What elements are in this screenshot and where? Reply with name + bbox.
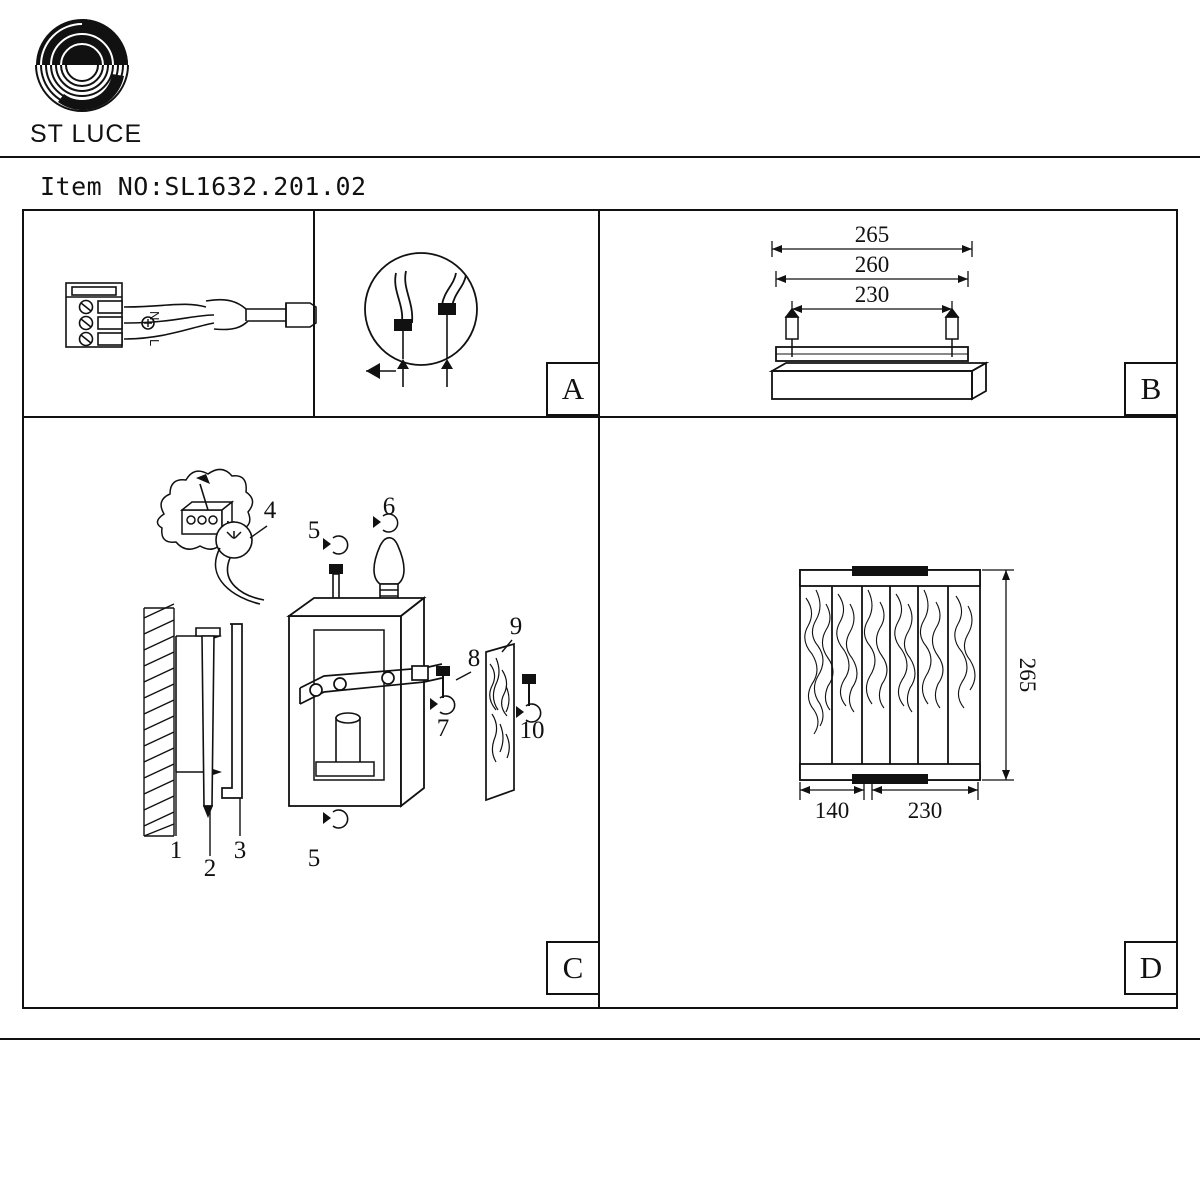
dimension-height xyxy=(982,570,1014,780)
dimension-height-label: 265 xyxy=(1015,657,1040,693)
part-label-1: 1 xyxy=(169,837,183,864)
panel-badge-d: D xyxy=(1124,941,1178,995)
part-crystal-panel xyxy=(486,644,514,800)
product-front-view xyxy=(800,566,980,784)
exploded-assembly-panel xyxy=(24,418,598,1008)
part-screw-5-top xyxy=(323,536,348,606)
spiral-s-logo-icon xyxy=(28,16,136,114)
part-label-3: 3 xyxy=(233,837,247,864)
part-wall-bracket xyxy=(222,624,242,798)
part-screw-7 xyxy=(430,666,455,714)
panel-badge-a: A xyxy=(546,362,600,416)
part-label-10: 10 xyxy=(519,717,545,744)
dimension-width-label: 230 xyxy=(907,798,943,823)
part-label-4: 4 xyxy=(263,497,277,524)
item-number: Item NO:SL1632.201.02 xyxy=(40,172,367,201)
wiring-terminal-panel xyxy=(24,211,598,416)
part-label-7: 7 xyxy=(436,715,450,742)
part-screw-10 xyxy=(516,674,541,722)
part-label-6: 6 xyxy=(382,493,396,520)
terminal-marks xyxy=(142,311,162,346)
wire-connection-detail xyxy=(365,253,477,387)
part-label-8: 8 xyxy=(467,645,481,672)
panel-badge-c: C xyxy=(546,941,600,995)
dimension-260-label: 260 xyxy=(854,252,890,277)
brand-logo xyxy=(22,16,202,146)
bottom-rule xyxy=(0,1038,1200,1040)
header xyxy=(0,0,1200,158)
dimension-230-label: 230 xyxy=(854,282,890,307)
part-label-9: 9 xyxy=(509,613,523,640)
wall-hatch xyxy=(144,604,174,836)
part-label-2: 2 xyxy=(203,855,217,882)
svg-text:N: N xyxy=(147,311,162,321)
panel-badge-b: B xyxy=(1124,362,1178,416)
part-label-5-bottom: 5 xyxy=(307,845,321,872)
svg-text:L: L xyxy=(147,339,162,347)
dimension-depth-label: 140 xyxy=(814,798,850,823)
part-connector xyxy=(216,522,264,604)
dimension-265-label: 265 xyxy=(854,222,890,247)
terminal-block-icon xyxy=(66,283,122,347)
part-label-5-top: 5 xyxy=(307,517,321,544)
mounting-bracket-icon xyxy=(772,309,986,399)
part-dowel xyxy=(176,632,222,776)
mounting-bracket-dimensions-panel xyxy=(600,211,1176,416)
part-main-body xyxy=(289,598,424,806)
part-screw xyxy=(196,628,220,816)
brand-name: ST LUCE xyxy=(30,120,143,148)
product-dimensions-panel xyxy=(600,418,1176,1008)
